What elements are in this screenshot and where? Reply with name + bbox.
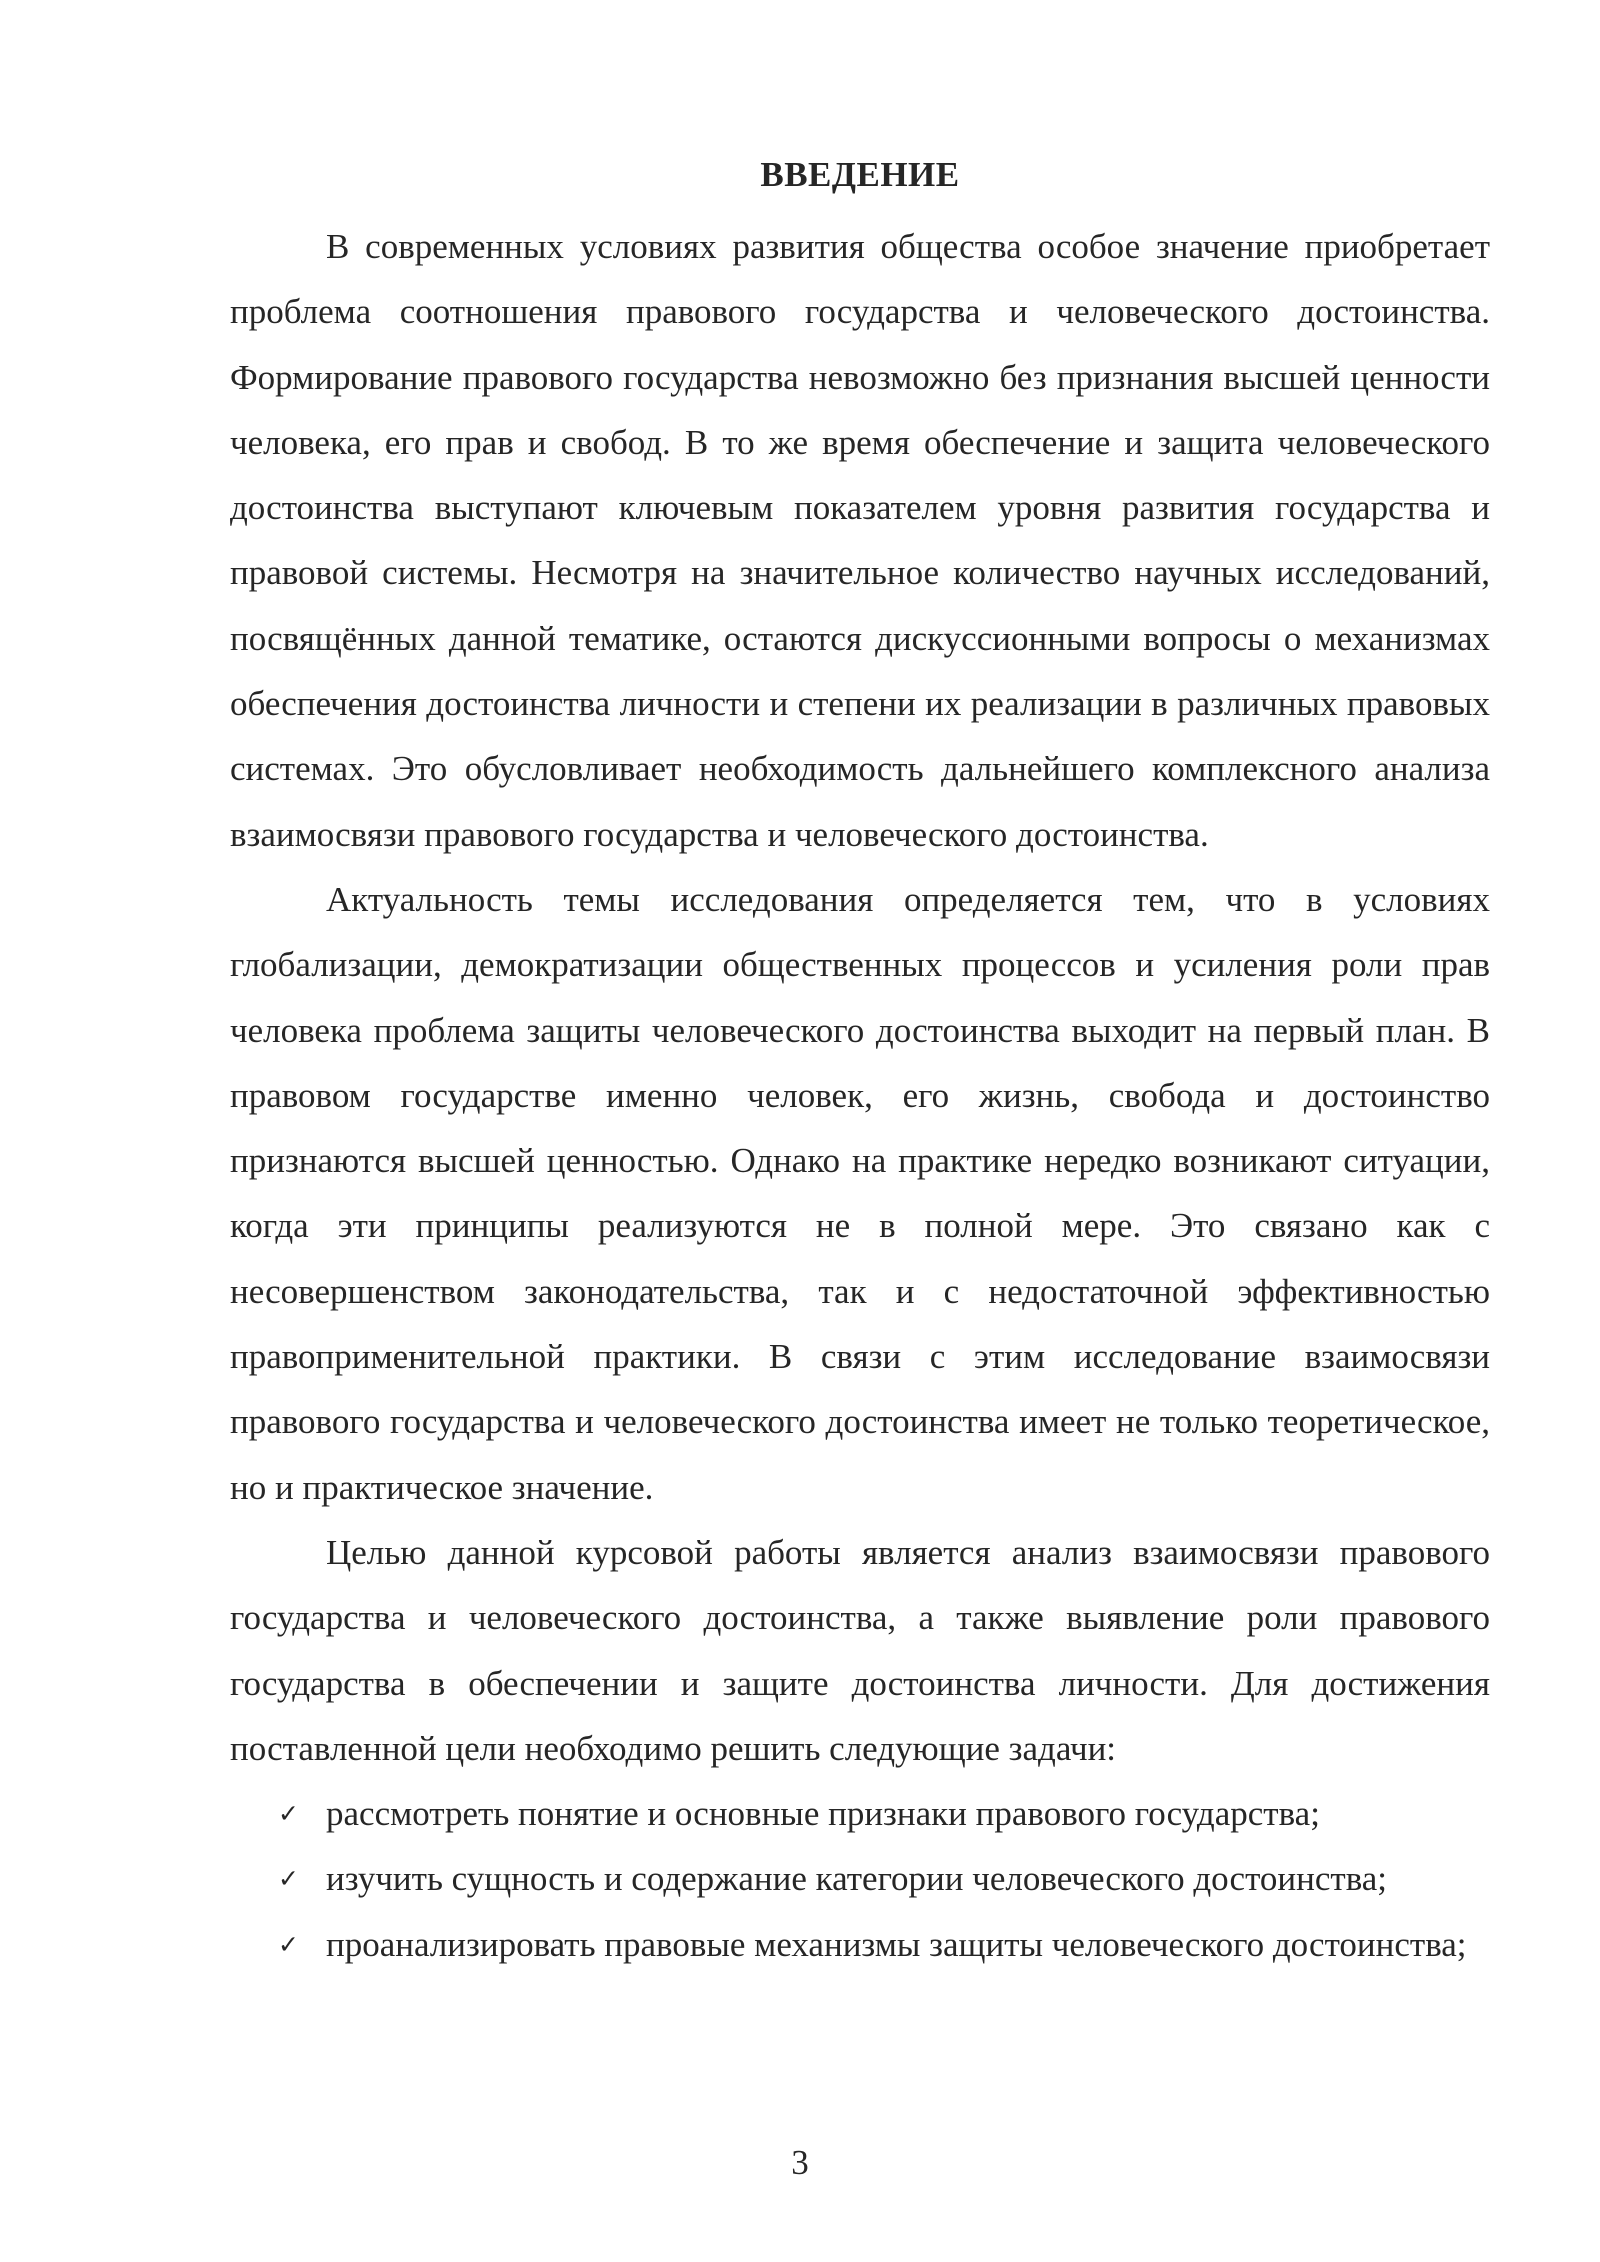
task-text: рассмотреть понятие и основные признаки правового государства; [326,1794,1320,1834]
page-number: 3 [791,2143,809,2182]
task-list [230,1781,1490,1977]
task-text: изучить сущность и содержание категории человеческого достоинства; [326,1859,1388,1899]
section-heading: ВВЕДЕНИЕ [760,155,960,194]
list-item [230,1912,1490,1977]
paragraph-goal: Целью данной курсовой работы является анализ взаимосвязи правового государства и человеческого достоинства, а также выявление роли правового государства в обеспечении и защите достоинства личности. Для достижения поставленной цели необходимо решить следующие задачи: [230,1532,1490,1768]
paragraph-relevance: Актуальность темы исследования определяется тем, что в условиях глобализации, демократизации общественных процессов и усиления роли прав человека проблема защиты человеческого достоинства выходит на первый план. В правовом государстве именно человек, его жизнь, свобода и достоинство признаются высшей ценностью. Однако на практике нередко возникают ситуации, когда эти принципы реализуются не в полной мере. Это связано как с несовершенством законодательства, так и с недостаточной эффективностью правоприменительной практики. В связи с этим исследование взаимосвязи правового государства и человеческого достоинства имеет не только теоретическое, но и практическое значение. [230,879,1490,1507]
page-content [230,150,1490,1977]
task-text: проанализировать правовые механизмы защиты человеческого достоинства; [326,1924,1467,1964]
list-item [230,1846,1490,1911]
checkmark-icon: ✓ [278,1864,299,1894]
list-item [230,1781,1490,1846]
checkmark-icon: ✓ [278,1799,299,1829]
checkmark-icon: ✓ [278,1929,299,1959]
paragraph-context: В современных условиях развития общества особое значение приобретает проблема соотношения правового государства и человеческого достоинства. Формирование правового государства невозможно без признания высшей ценности человека, его прав и свобод. В то же время обеспечение и защита человеческого достоинства выступают ключевым показателем уровня развития государства и правовой системы. Несмотря на значительное количество научных исследований, посвящённых данной тематике, остаются дискуссионными вопросы о механизмах обеспечения достоинства личности и степени их реализации в различных правовых системах. Это обусловливает необходимость дальнейшего комплексного анализа взаимосвязи правового государства и человеческого достоинства. [230,227,1490,854]
